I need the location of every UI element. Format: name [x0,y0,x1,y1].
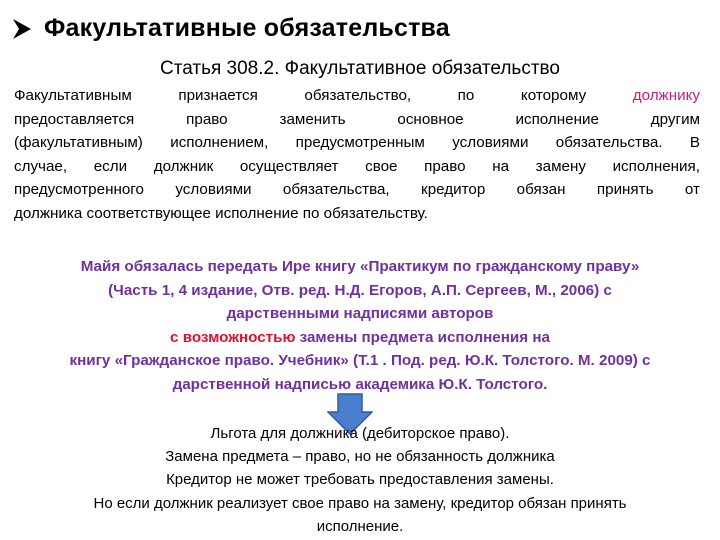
law-line: предоставляется право заменить основное исполнение другим [14,110,700,128]
arrowhead-bullet-icon [12,18,32,40]
note-line: Льгота для должника (дебиторское право). [210,425,510,442]
law-line-text: Факультативным признается обязательство, по которому [14,87,633,104]
title-row [12,14,450,43]
law-line: (факультативным) исполнением, предусмотренным условиями обязательства. В [14,134,700,151]
law-line [14,84,700,108]
article-heading: Статья 308.2. Факультативное обязательство [160,58,560,79]
example-line-text: замены предмета исполнения на [295,328,550,346]
notes-block [0,422,720,538]
page-title: Факультативные обязательства [44,14,450,42]
note-line: Но если должник реализует свое право на замену, кредитор обязан принять [93,494,627,512]
example-line: книгу «Гражданское право. Учебник» (Т.1 . Под. ред. Ю.К. Толстого. М. 2009) с [69,352,651,369]
law-text [14,84,700,225]
note-line: исполнение. [316,517,404,535]
law-line: случае, если должник осуществляет свое право на замену исполнения, [14,157,700,175]
highlighted-word: должнику [632,87,700,104]
note-line: Кредитор не может требовать предоставления замены. [166,471,554,489]
highlighted-phrase: с возможностью [170,328,296,346]
note-line: Замена предмета – право, но не обязанность должника [165,448,555,466]
example-line: дарственной надписью академика Ю.К. Толстого. [172,375,548,393]
example-line: (Часть 1, 4 издание, Отв. ред. Н.Д. Егоров, А.П. Сергеев, М., 2006) с [108,281,612,299]
example-block [0,255,720,396]
law-line: предусмотренного условиями обязательства, кредитор обязан принять от [14,181,700,198]
example-line: дарственными надписями авторов [226,305,494,322]
law-line: должника соответствующее исполнение по обязательству. [14,204,428,222]
example-line [0,326,720,350]
example-line: Майя обязалась передать Ире книгу «Практикум по гражданскому праву» [80,258,640,275]
